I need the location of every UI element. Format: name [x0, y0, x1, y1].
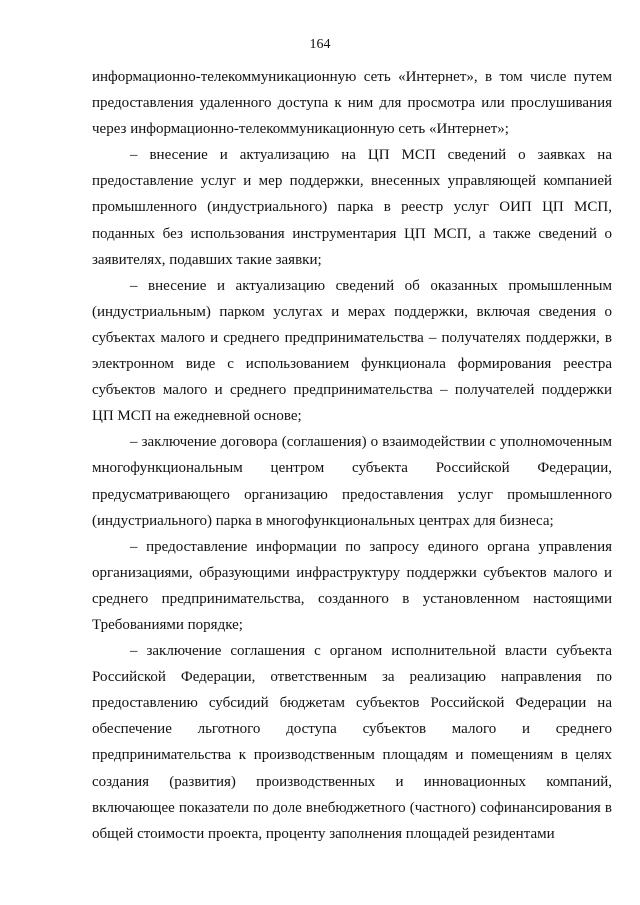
- list-item-applications: – внесение и актуализацию на ЦП МСП сведений о заявках на предоставление услуг и мер поддержки, внесенных управляющей компанией промышленного (индустриального) парка в реестр услуг ОИП ЦП МСП, поданных без использования инструментария ЦП МСП, а также сведений о заявителях, подавших такие заявки;: [92, 147, 612, 268]
- body-text: [92, 64, 612, 847]
- list-item-subsidy-agreement: – заключение соглашения с органом исполнительной власти субъекта Российской Федерации, ответственным за реализацию направления по предоставлению субсидий бюджетам субъектов Российской Федерации на обеспечение льготного доступа субъектов малого и среднего предпринимательства к производственным площадям и помещениям в целях создания (развития) производственных и инновационных компаний, включающее показатели по доле внебюджетного (частного) софинансирования в общей стоимости проекта, проценту заполнения площадей резидентами: [92, 643, 612, 842]
- list-item-services-info: – внесение и актуализацию сведений об оказанных промышленным (индустриальным) парком услугах и мерах поддержки, включая сведения о субъектах малого и среднего предпринимательства – получателях поддержки, в электронном виде с использованием функционала формирования реестра субъектов малого и среднего предпринимательства – получателей поддержки ЦП МСП на ежедневной основе;: [92, 277, 612, 425]
- list-item-mfc-agreement: – заключение договора (соглашения) о взаимодействии с уполномоченным многофункциональным центром субъекта Российской Федерации, предусматривающего организацию предоставления услуг промышленного (индустриального) парка в многофункциональных центрах для бизнеса;: [92, 434, 612, 529]
- list-item-information-request: – предоставление информации по запросу единого органа управления организациями, образующими инфраструктуру поддержки субъектов малого и среднего предпринимательства, созданного в установленном настоящими Требованиями порядке;: [92, 538, 612, 633]
- paragraph-continuation: информационно-телекоммуникационную сеть «Интернет», в том числе путем предоставления удаленного доступа к ним для просмотра или прослушивания через информационно-телекоммуникационную сеть «Интернет»;: [92, 69, 612, 138]
- page-number: 164: [309, 37, 331, 52]
